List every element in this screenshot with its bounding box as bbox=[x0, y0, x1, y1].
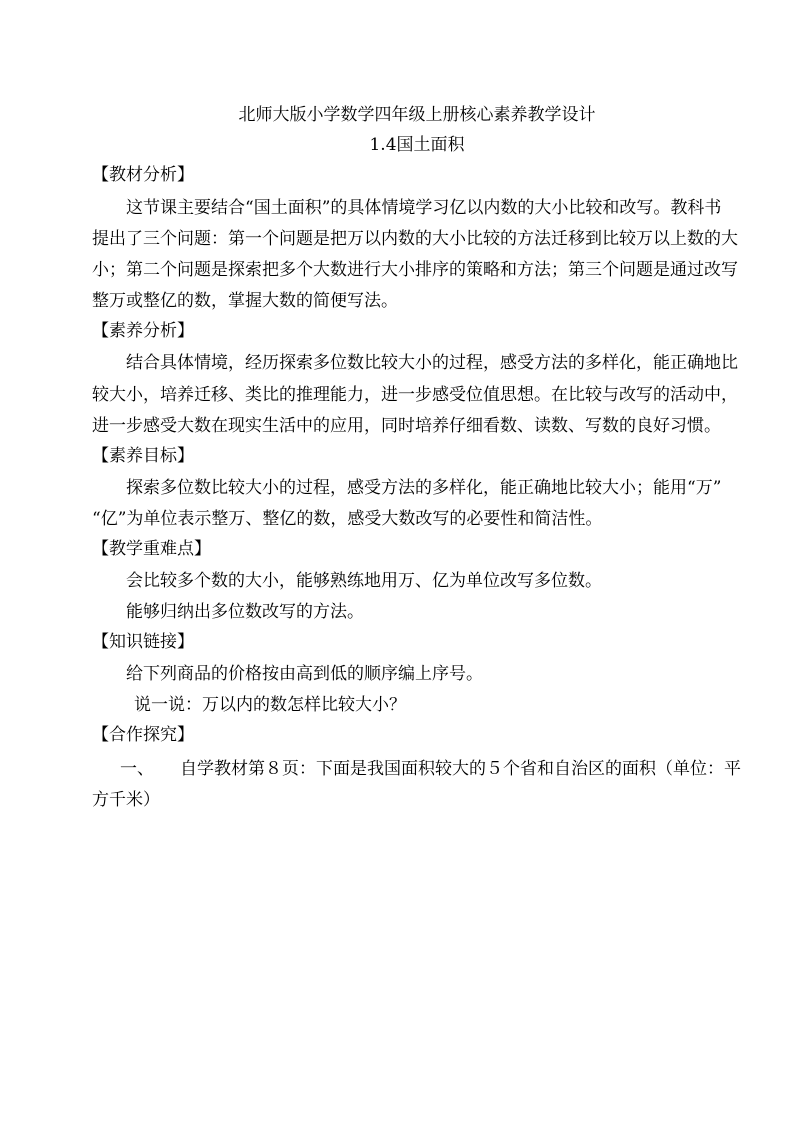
paragraph-line: “亿”为单位表示整万、整亿的数，感受大数改写的必要性和简洁性。 bbox=[92, 509, 603, 529]
paragraph-line: 整万或整亿的数，掌握大数的简便写法。 bbox=[92, 291, 398, 311]
paragraph-line: 进一步感受大数在现实生活中的应用，同时培养仔细看数、读数、写数的良好习惯。 bbox=[92, 416, 721, 436]
section-heading-zhongnandian: 【教学重难点】 bbox=[92, 539, 211, 559]
paragraph-line: 提出了三个问题：第一个问题是把万以内数的大小比较的方法迁移到比较万以上数的大 bbox=[92, 229, 738, 249]
paragraph-line: 给下列商品的价格按由高到低的顺序编上序号。 bbox=[126, 664, 483, 684]
paragraph-line: 探索多位数比较大小的过程，感受方法的多样化，能正确地比较大小；能用“万” bbox=[126, 478, 722, 498]
section-heading-jiaocai: 【教材分析】 bbox=[92, 165, 194, 185]
section-heading-hezuo: 【合作探究】 bbox=[92, 725, 194, 745]
paragraph-line: 能够归纳出多位数改写的方法。 bbox=[126, 602, 364, 622]
paragraph-line: 说一说：万以内的数怎样比较大小？ bbox=[134, 695, 406, 715]
list-item-number: 一、 bbox=[120, 759, 154, 779]
paragraph-line: 小；第二个问题是探索把多个大数进行大小排序的策略和方法；第三个问题是通过改写 bbox=[92, 260, 738, 280]
document-title: 北师大版小学数学四年级上册核心素养教学设计 bbox=[238, 105, 596, 125]
paragraph-line: 结合具体情境，经历探索多位数比较大小的过程，感受方法的多样化，能正确地比 bbox=[126, 353, 738, 373]
paragraph-line: 这节课主要结合“国土面积”的具体情境学习亿以内数的大小比较和改写。教科书 bbox=[126, 198, 722, 218]
section-heading-suyang-mubiao: 【素养目标】 bbox=[92, 446, 194, 466]
section-heading-suyang-fenxi: 【素养分析】 bbox=[92, 321, 194, 341]
paragraph-line: 会比较多个数的大小，能够熟练地用万、亿为单位改写多位数。 bbox=[126, 571, 602, 591]
paragraph-line: 方千米） bbox=[92, 790, 160, 810]
paragraph-line: 自学教材第８页：下面是我国面积较大的５个省和自治区的面积（单位：平 bbox=[180, 759, 741, 779]
paragraph-line: 较大小，培养迁移、类比的推理能力，进一步感受位值思想。在比较与改写的活动中， bbox=[92, 385, 738, 405]
lesson-subtitle: 1.4国土面积 bbox=[369, 135, 465, 155]
section-heading-zhishi: 【知识链接】 bbox=[92, 632, 194, 652]
